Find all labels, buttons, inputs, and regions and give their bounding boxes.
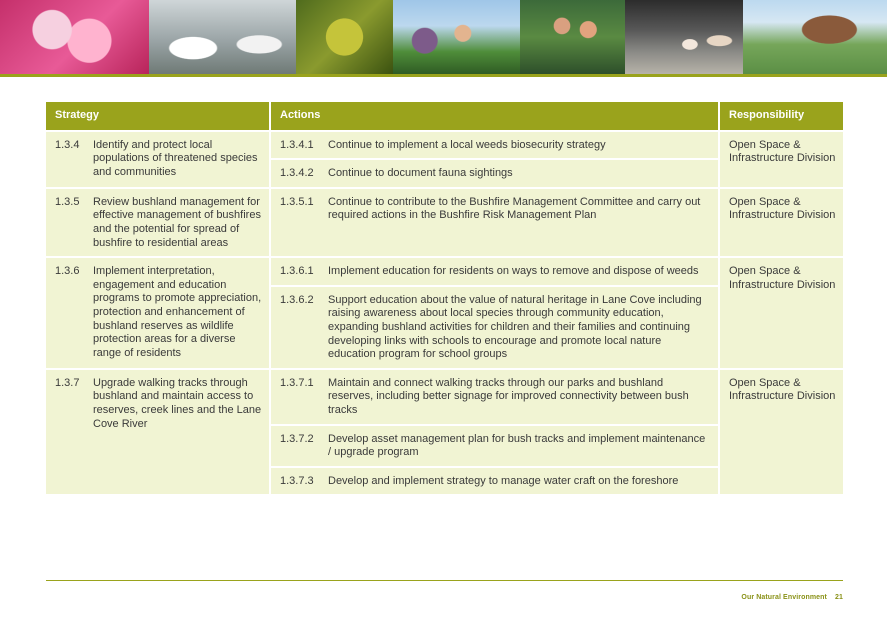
- strategy-actions-table: [46, 102, 843, 494]
- action-item: [271, 370, 718, 424]
- waterfront-building-photo: [743, 0, 887, 74]
- strategy-number: 1.3.5: [55, 195, 80, 208]
- header-responsibility: Responsibility: [718, 102, 843, 130]
- strategy-cell: [46, 187, 269, 256]
- strategy-text: Upgrade walking tracks through bushland and maintain access to reserves, creek lines and the Lane Cove River: [93, 376, 262, 430]
- footer-divider: [46, 580, 843, 581]
- action-text: Support education about the value of natural heritage in Lane Cove including raising awareness about local species through community education, expanding bushland activities for children and their families and continuing developing links with schools to encourage and promote local nature education program for school groups: [328, 293, 702, 361]
- strategy-number: 1.3.7: [55, 376, 80, 389]
- action-text: Implement education for residents on ways to remove and dispose of weeds: [328, 265, 699, 278]
- action-text: Continue to implement a local weeds biosecurity strategy: [328, 138, 606, 151]
- actions-cell: [269, 368, 718, 495]
- strategy-number: 1.3.4: [55, 138, 80, 151]
- table-row: [46, 187, 843, 256]
- strategy-text: Implement interpretation, engagement and education programs to promote appreciation, protection and enhancement of bushland reserves as wildlife protection areas for a diverse range of residents: [93, 265, 262, 359]
- action-number: 1.3.4.2: [280, 167, 314, 180]
- action-number: 1.3.6.1: [280, 265, 314, 278]
- action-number: 1.3.7.2: [280, 432, 314, 445]
- header-actions: Actions: [269, 102, 718, 130]
- action-text: Develop and implement strategy to manage water craft on the foreshore: [328, 474, 679, 487]
- footer-section-title: Our Natural Environment: [741, 594, 827, 601]
- strategy-cell: [46, 130, 269, 187]
- strategy-cell: [46, 256, 269, 368]
- table-header-row: [46, 102, 843, 130]
- responsibility-text: Open Space & Infrastructure Division: [729, 265, 836, 291]
- strategy-text: Review bushland management for effective management of bushfires and the potential for spread of bushfire to residential areas: [93, 195, 261, 249]
- table-row: [46, 368, 843, 495]
- strategy-text: Identify and protect local populations of threatened species and communities: [93, 138, 258, 178]
- action-item: [271, 466, 718, 495]
- responsibility-cell: [718, 368, 843, 495]
- action-item: [271, 258, 718, 285]
- responsibility-text: Open Space & Infrastructure Division: [729, 138, 836, 165]
- frog-photo: [296, 0, 393, 74]
- header-strategy: Strategy: [46, 102, 269, 130]
- actions-cell: [269, 130, 718, 187]
- page-footer: [741, 594, 843, 601]
- actions-cell: [269, 187, 718, 256]
- action-number: 1.3.5.1: [280, 195, 314, 208]
- action-item: [271, 189, 718, 229]
- responsibility-cell: [718, 256, 843, 368]
- action-item: [271, 424, 718, 466]
- photo-banner: [0, 0, 887, 74]
- action-item: [271, 158, 718, 187]
- responsibility-text: Open Space & Infrastructure Division: [729, 195, 836, 222]
- action-number: 1.3.7.3: [280, 474, 314, 487]
- children-play-photo: [0, 0, 149, 74]
- electric-car-charging-photo: [149, 0, 296, 74]
- family-park-photo: [393, 0, 520, 74]
- page-number: 21: [835, 594, 843, 601]
- table-row: [46, 130, 843, 187]
- table-row: [46, 256, 843, 368]
- street-shopping-photo: [625, 0, 743, 74]
- action-item: [271, 285, 718, 368]
- responsibility-text: Open Space & Infrastructure Division: [729, 376, 836, 403]
- banner-divider: [0, 74, 887, 77]
- action-text: Continue to contribute to the Bushfire Management Committee and carry out required actions in the Bushfire Risk Management Plan: [328, 195, 701, 222]
- strategy-number: 1.3.6: [55, 265, 80, 278]
- action-number: 1.3.7.1: [280, 376, 314, 389]
- action-item: [271, 132, 718, 159]
- actions-cell: [269, 256, 718, 368]
- responsibility-cell: [718, 187, 843, 256]
- strategy-cell: [46, 368, 269, 495]
- action-text: Continue to document fauna sightings: [328, 167, 513, 180]
- kids-bushland-photo: [520, 0, 625, 74]
- action-number: 1.3.6.2: [280, 293, 314, 306]
- responsibility-cell: [718, 130, 843, 187]
- action-number: 1.3.4.1: [280, 138, 314, 151]
- action-text: Develop asset management plan for bush tracks and implement maintenance / upgrade program: [328, 432, 706, 459]
- action-text: Maintain and connect walking tracks through our parks and bushland reserves, including better signage for improved connectivity between bush tracks: [328, 376, 689, 416]
